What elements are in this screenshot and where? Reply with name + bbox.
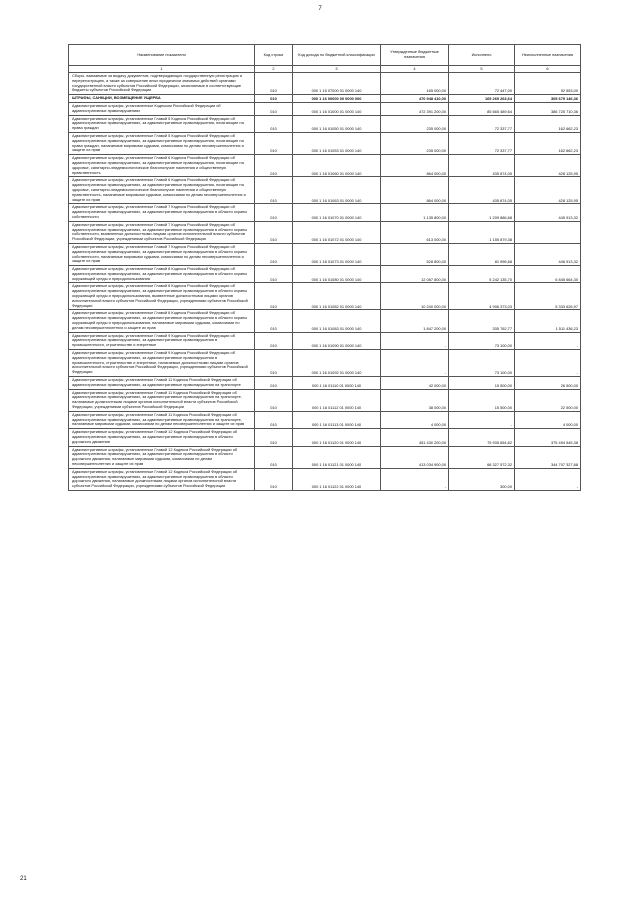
row-executed: 68 327 572,32 — [449, 446, 515, 468]
row-line-code: 010 — [255, 73, 293, 95]
table-row — [69, 411, 581, 428]
row-budget-code: 000 1 16 01090 01 0000 140 — [293, 332, 381, 349]
row-budget-code: 000 1 16 01110 01 0000 140 — [293, 377, 381, 390]
table-row — [69, 446, 581, 468]
row-budget-code: 000 1 15 07000 01 0000 140 — [293, 73, 381, 95]
row-executed: 435 874,05 — [449, 177, 515, 204]
table-row — [69, 204, 581, 221]
table-row — [69, 350, 581, 377]
row-remaining: 344 707 327,68 — [515, 446, 581, 468]
row-budget-code: 000 1 16 00000 00 0000 000 — [293, 95, 381, 103]
row-budget-code: 000 1 16 01082 01 0000 140 — [293, 283, 381, 310]
row-remaining: - — [515, 468, 581, 490]
row-indicator-name: Административные штрафы, установленные Главой 8 Кодекса Российской Федерации об административных правонарушениях, за административные правонарушения в области охраны окружающей среды и природопользования, налагаемые мировыми судьями, комиссиями по делам несовершеннолетних и защите их прав — [69, 310, 255, 332]
table-row — [69, 332, 581, 349]
row-indicator-name: Административные штрафы, установленные Главой 7 Кодекса Российской Федерации об административных правонарушениях, за административные правонарушения в области охраны собственности, налагаемые мировыми судьями, комиссиями по делам несовершеннолетних и защите их прав — [69, 243, 255, 265]
row-line-code: 010 — [255, 468, 293, 490]
row-remaining: 5 333 626,97 — [515, 283, 581, 310]
table-row — [69, 310, 581, 332]
row-budget-code: 000 1 16 01121 01 0000 140 — [293, 446, 381, 468]
row-remaining: 375 494 545,38 — [515, 429, 581, 446]
row-indicator-name: Административные штрафы, установленные Главой 12 Кодекса Российской Федерации об административных правонарушениях, за административные правонарушения в области дорожного движения — [69, 429, 255, 446]
row-approved: 528 800,00 — [381, 243, 449, 265]
row-budget-code: 000 1 16 01060 01 0000 140 — [293, 155, 381, 177]
row-line-code: 010 — [255, 377, 293, 390]
row-approved: 470 948 410,00 — [381, 95, 449, 103]
row-line-code: 010 — [255, 389, 293, 411]
row-indicator-name: Административные штрафы, установленные Главой 5 Кодекса Российской Федерации об административных правонарушениях, за административные правонарушения, посягающие на права граждан, налагаемые мировыми судьями, комиссиями по делам несовершеннолетних и защите их прав — [69, 132, 255, 154]
row-indicator-name: Административные штрафы, установленные Главой 11 Кодекса Российской Федерации об административных правонарушениях, за административные правонарушения на транспорте, налагаемые должностными лицами органов исполнительной власти субъектов Российской Федерации, учреждениями субъектов Российской Федерации — [69, 389, 255, 411]
row-executed: 165 269 263,64 — [449, 95, 515, 103]
row-executed: 15 500,00 — [449, 377, 515, 390]
table-row — [69, 102, 581, 115]
row-approved: 413 034 900,00 — [381, 446, 449, 468]
table-row — [69, 73, 581, 95]
row-budget-code: 000 1 16 01120 01 0000 140 — [293, 429, 381, 446]
row-line-code: 010 — [255, 266, 293, 283]
row-budget-code: 000 1 16 01063 01 0000 140 — [293, 177, 381, 204]
column-number: 6 — [515, 66, 581, 73]
column-number: 5 — [449, 66, 515, 73]
row-remaining: 386 725 710,36 — [515, 102, 581, 115]
row-budget-code: 000 1 16 01053 01 0000 140 — [293, 132, 381, 154]
column-number-row — [69, 66, 581, 73]
row-budget-code: 000 1 16 01050 01 0000 140 — [293, 115, 381, 132]
table-row — [69, 132, 581, 154]
row-approved: 4 000,00 — [381, 411, 449, 428]
row-budget-code: 000 1 16 01083 01 0000 140 — [293, 310, 381, 332]
row-remaining — [515, 221, 581, 243]
row-executed: 5 242 135,70 — [449, 266, 515, 283]
table-row — [69, 468, 581, 490]
row-remaining: 26 500,00 — [515, 377, 581, 390]
column-number: 1 — [69, 66, 255, 73]
row-remaining: 445 913,32 — [515, 204, 581, 221]
row-budget-code: 000 1 16 01122 01 0000 140 — [293, 468, 381, 490]
page-number-bottom: 21 — [20, 876, 27, 882]
row-indicator-name: Административные штрафы, установленные Главой 6 Кодекса Российской Федерации об административных правонарушениях, за административные правонарушения, посягающие на здоровье, санитарно-эпидемиологическое благополучие населения и общественную нравственность — [69, 155, 255, 177]
row-approved: 864 000,00 — [381, 155, 449, 177]
row-executed: - — [449, 411, 515, 428]
row-executed: 1 209 886,68 — [449, 204, 515, 221]
row-indicator-name: Административные штрафы, установленные Главой 7 Кодекса Российской Федерации об административных правонарушениях, за административные правонарушения в области охраны собственности — [69, 204, 255, 221]
row-line-code: 010 — [255, 283, 293, 310]
table-row — [69, 115, 581, 132]
row-remaining: 92 553,00 — [515, 73, 581, 95]
column-number: 2 — [255, 66, 293, 73]
page-number-top: 7 — [318, 6, 322, 12]
row-approved: 864 000,00 — [381, 177, 449, 204]
row-indicator-name: Административные штрафы, установленные Главой 11 Кодекса Российской Федерации об административных правонарушениях, за административные правонарушения на транспорте — [69, 377, 255, 390]
row-approved: - — [381, 350, 449, 377]
row-executed: 15 500,00 — [449, 389, 515, 411]
row-line-code: 010 — [255, 310, 293, 332]
row-executed: 72 337,77 — [449, 132, 515, 154]
row-remaining: 446 913,32 — [515, 243, 581, 265]
header-budget-code: Код дохода по бюджетной классификации — [293, 45, 381, 66]
row-line-code: 010 — [255, 115, 293, 132]
row-line-code: 010 — [255, 102, 293, 115]
row-indicator-name: Административные штрафы, установленные Главой 8 Кодекса Российской Федерации об административных правонарушениях, за административные правонарушения в области охраны окружающей среды и природопользования — [69, 266, 255, 283]
row-line-code: 010 — [255, 243, 293, 265]
row-indicator-name: ШТРАФЫ, САНКЦИИ, ВОЗМЕЩЕНИЕ УЩЕРБА — [69, 95, 255, 103]
column-number: 4 — [381, 66, 449, 73]
row-executed: 85 665 489,64 — [449, 102, 515, 115]
row-approved: 38 000,00 — [381, 389, 449, 411]
header-indicator-name: Наименование показателя — [69, 45, 255, 66]
row-approved: 1 847 200,00 — [381, 310, 449, 332]
row-executed: 75 935 654,62 — [449, 429, 515, 446]
row-remaining: 428 125,95 — [515, 155, 581, 177]
row-line-code: 010 — [255, 411, 293, 428]
row-indicator-name: Сборы, взимаемые за выдачу документов, подтверждающих государственную регистрацию и перерегистрацию, а также за совершение иных юридически значимых действий органами государственной власти субъектов Российской Федерации, зачисляемые в соответствующие бюджеты субъектов Российской Федерации — [69, 73, 255, 95]
row-budget-code: 000 1 16 01070 01 0000 140 — [293, 204, 381, 221]
table-row — [69, 266, 581, 283]
row-line-code: 010 — [255, 429, 293, 446]
row-line-code: 010 — [255, 350, 293, 377]
header-line-code: Код строки — [255, 45, 293, 66]
row-line-code: 010 — [255, 221, 293, 243]
row-approved: 235 000,00 — [381, 132, 449, 154]
column-number: 3 — [293, 66, 381, 73]
row-budget-code: 000 1 16 01000 01 0000 140 — [293, 102, 381, 115]
row-remaining: - — [515, 350, 581, 377]
row-approved: - — [381, 332, 449, 349]
row-indicator-name: Административные штрафы, установленные Главой 6 Кодекса Российской Федерации об административных правонарушениях, за административные правонарушения, посягающие на здоровье, санитарно-эпидемиологическое благополучие населения и общественную нравственность, налагаемые мировыми судьями, комиссиями по делам несовершеннолетних и защите их прав — [69, 177, 255, 204]
row-line-code: 010 — [255, 95, 293, 103]
row-executed: 72 337,77 — [449, 115, 515, 132]
row-budget-code: 000 1 16 01113 01 0000 140 — [293, 411, 381, 428]
header-approved: Утвержденные бюджетные назначения — [381, 45, 449, 66]
row-budget-code: 000 1 16 01080 01 0000 140 — [293, 266, 381, 283]
row-remaining: 1 511 436,23 — [515, 310, 581, 332]
row-approved: 165 000,00 — [381, 73, 449, 95]
row-remaining: 6 845 664,30 — [515, 266, 581, 283]
table-row — [69, 95, 581, 103]
table-row — [69, 377, 581, 390]
row-budget-code: 000 1 16 01112 01 0000 140 — [293, 389, 381, 411]
row-remaining: 305 679 146,36 — [515, 95, 581, 103]
row-approved: 12 087 800,00 — [381, 266, 449, 283]
row-approved: 613 000,00 — [381, 221, 449, 243]
row-line-code: 010 — [255, 177, 293, 204]
row-budget-code: 000 1 16 01072 01 0000 140 — [293, 221, 381, 243]
row-budget-code: 000 1 16 01092 01 0000 140 — [293, 350, 381, 377]
row-budget-code: 000 1 16 01073 01 0000 140 — [293, 243, 381, 265]
row-approved: 472 391 200,00 — [381, 102, 449, 115]
row-indicator-name: Административные штрафы, установленные Главой 12 Кодекса Российской Федерации об административных правонарушениях, за административные правонарушения в области дорожного движения, налагаемые должностными лицами органов исполнительной власти субъектов Российской Федерации, учреждениями субъектов Российской Федерации — [69, 468, 255, 490]
row-remaining: 162 662,23 — [515, 115, 581, 132]
row-remaining: - — [515, 332, 581, 349]
row-indicator-name: Административные штрафы, установленные Кодексом Российской Федерации об административных правонарушениях — [69, 102, 255, 115]
row-executed: 72 447,00 — [449, 73, 515, 95]
row-approved: 42 000,00 — [381, 377, 449, 390]
header-executed: Исполнено — [449, 45, 515, 66]
row-executed: 73 100,00 — [449, 332, 515, 349]
row-indicator-name: Административные штрафы, установленные Главой 7 Кодекса Российской Федерации об административных правонарушениях, за административные правонарушения в области охраны собственности, выявленные должностными лицами органов исполнительной власти субъектов Российской Федерации, учреждениями субъектов Российской Федерации — [69, 221, 255, 243]
header-remaining: Неисполненные назначения — [515, 45, 581, 66]
table-row — [69, 221, 581, 243]
row-approved: 451 430 200,00 — [381, 429, 449, 446]
table-row — [69, 429, 581, 446]
table-row — [69, 243, 581, 265]
revenue-execution-table — [68, 44, 581, 491]
row-line-code: 010 — [255, 446, 293, 468]
row-indicator-name: Административные штрафы, установленные Главой 9 Кодекса Российской Федерации об административных правонарушениях, за административные правонарушения в промышленности, строительстве и энергетике — [69, 332, 255, 349]
row-indicator-name: Административные штрафы, установленные Главой 12 Кодекса Российской Федерации об административных правонарушениях, за административные правонарушения в области дорожного движения, налагаемые мировыми судьями, комиссиями по делам несовершеннолетних и защите их прав — [69, 446, 255, 468]
row-line-code: 010 — [255, 132, 293, 154]
row-indicator-name: Административные штрафы, установленные Главой 8 Кодекса Российской Федерации об административных правонарушениях, за административные правонарушения в области охраны окружающей среды и природопользования, выявленные должностными лицами органов исполнительной власти субъектов Российской Федерации, учреждениями субъектов Российской Федерации — [69, 283, 255, 310]
row-remaining: 428 125,95 — [515, 177, 581, 204]
row-line-code: 010 — [255, 155, 293, 177]
table-body — [69, 73, 581, 491]
row-approved: 235 000,00 — [381, 115, 449, 132]
row-remaining: 4 000,00 — [515, 411, 581, 428]
row-remaining: 162 662,23 — [515, 132, 581, 154]
table-header-row — [69, 45, 581, 66]
row-indicator-name: Административные штрафы, установленные Главой 9 Кодекса Российской Федерации об административных правонарушениях, за административные правонарушения в промышленности, строительстве и энергетике, налагаемые должностными лицами органов исполнительной власти субъектов Российской Федерации, учреждениями субъектов Российской Федерации — [69, 350, 255, 377]
row-executed: 300,00 — [449, 468, 515, 490]
row-approved: - — [381, 468, 449, 490]
table-row — [69, 177, 581, 204]
row-executed: 73 100,00 — [449, 350, 515, 377]
row-line-code: 010 — [255, 204, 293, 221]
table-row — [69, 389, 581, 411]
row-executed: 81 996,68 — [449, 243, 515, 265]
table-row — [69, 155, 581, 177]
row-indicator-name: Административные штрафы, установленные Главой 11 Кодекса Российской Федерации об административных правонарушениях, за административные правонарушения на транспорте, налагаемые мировыми судьями, комиссиями по делам несовершеннолетних и защите их прав — [69, 411, 255, 428]
row-approved: 1 135 800,00 — [381, 204, 449, 221]
row-executed: 4 906 373,03 — [449, 283, 515, 310]
row-executed: 435 874,05 — [449, 155, 515, 177]
row-approved: 10 240 000,00 — [381, 283, 449, 310]
row-indicator-name: Административные штрафы, установленные Главой 5 Кодекса Российской Федерации об административных правонарушениях, за административные правонарушения, посягающие на права граждан — [69, 115, 255, 132]
row-executed: 1 155 879,38 — [449, 221, 515, 243]
row-executed: 335 762,77 — [449, 310, 515, 332]
row-line-code: 010 — [255, 332, 293, 349]
row-remaining: 22 500,00 — [515, 389, 581, 411]
table-row — [69, 283, 581, 310]
